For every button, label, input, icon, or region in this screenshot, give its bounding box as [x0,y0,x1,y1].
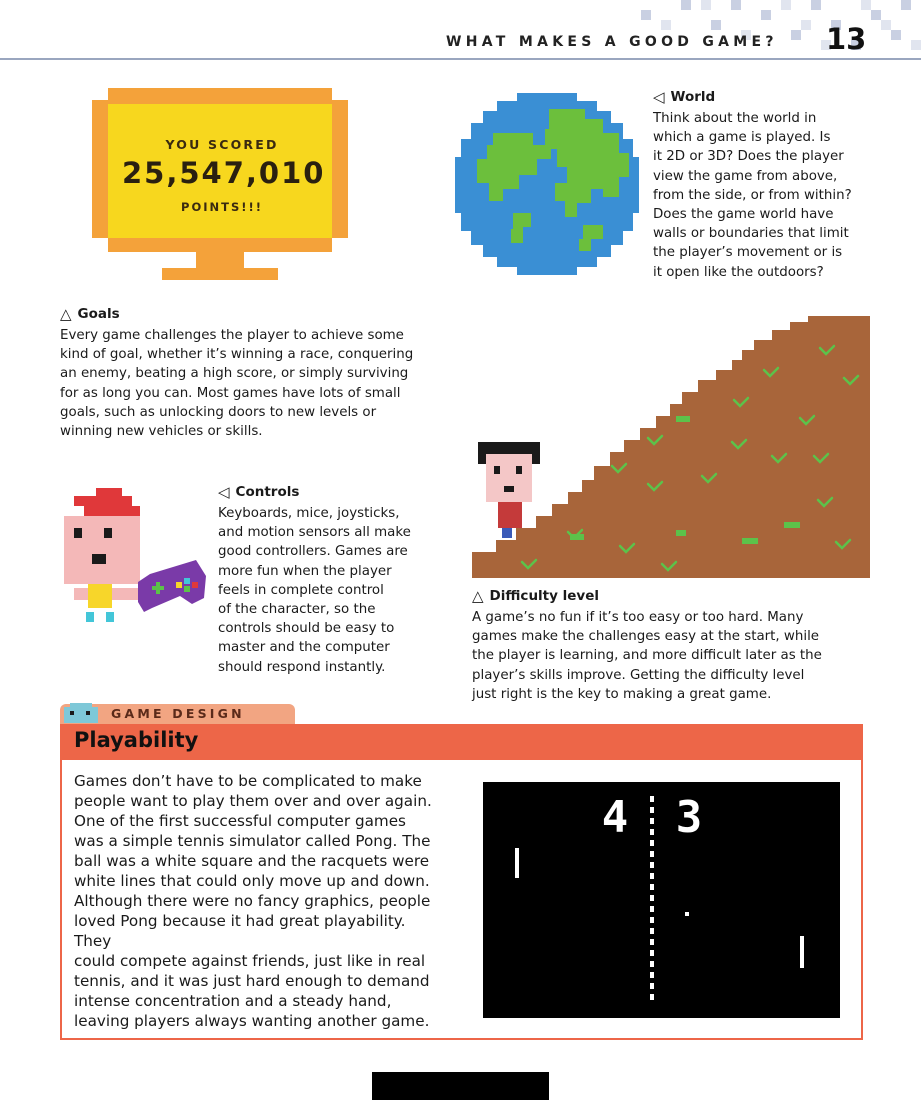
body-line: kind of goal, whether it’s winning a race, conquering [60,347,414,363]
world-caption [653,88,873,282]
pong-screen [483,782,840,1018]
pong-right-score: 3 [675,792,703,843]
body-line: loved Pong because it had great playability. They [74,912,406,950]
playability-body [74,771,446,1031]
score-value: 25,547,010 [122,156,326,190]
difficulty-heading: Difficulty level [489,588,599,604]
body-line: the player’s movement or is [653,245,843,261]
body-line: it 2D or 3D? Does the player [653,149,844,165]
up-triangle-icon: △ [472,587,484,605]
body-line: One of the first successful computer games [74,812,406,830]
difficulty-caption [472,587,852,704]
footer-bar [372,1072,549,1100]
body-line: of the character, so the [218,602,376,618]
goals-heading: Goals [77,306,120,322]
body-line: goals, such as unlocking doors to new levels or [60,404,377,420]
left-triangle-icon: ◁ [218,483,230,501]
body-line: walls or boundaries that limit [653,226,849,242]
body-line: for as long you can. Most games have lots of small [60,385,401,401]
playability-title: Playability [74,728,199,752]
hill-illustration [472,316,872,580]
globe-illustration [453,93,641,275]
score-caption: YOU SCORED [165,137,279,152]
body-line: it open like the outdoors? [653,264,824,280]
pixel-face-icon [62,697,102,723]
body-line: Keyboards, mice, joysticks, [218,506,400,521]
body-line: feels in complete control [218,582,384,598]
page-number: 13 [826,22,867,56]
game-design-label: GAME DESIGN [111,706,245,721]
body-line: people want to play them over and over again. [74,792,432,810]
body-line: leaving players always wanting another game. [74,1012,430,1030]
pong-left-paddle [515,848,519,878]
body-line: Every game challenges the player to achieve some [60,328,404,343]
running-title: WHAT MAKES A GOOD GAME? [446,34,778,50]
up-triangle-icon: △ [60,305,72,323]
body-line: Think about the world in [653,111,817,126]
left-triangle-icon: ◁ [653,88,665,106]
controls-heading: Controls [235,484,300,500]
body-line: tennis, and it was just hard enough to demand [74,972,430,990]
body-line: the player is learning, and more difficult later as the [472,648,822,664]
body-line: Games don’t have to be complicated to make [74,772,422,790]
pixel-pattern-decoration [621,0,921,60]
points-caption: POINTS!!! [181,200,263,214]
body-line: from the side, or from within? [653,187,852,203]
pong-right-paddle [800,936,804,968]
body-line: white lines that could only move up and down. [74,872,430,890]
body-line: player’s skills improve. Getting the difficulty level [472,667,805,683]
body-line: intense concentration and a steady hand, [74,992,392,1010]
body-line: more fun when the player [218,563,392,579]
body-line: winning new vehicles or skills. [60,424,263,440]
body-line: should respond instantly. [218,659,386,675]
body-line: an enemy, beating a high score, or simply surviving [60,366,409,382]
body-line: games make the challenges easy at the start, while [472,629,820,645]
body-line: master and the computer [218,640,390,656]
pong-left-score: 4 [601,792,629,843]
pong-ball [685,912,689,916]
controls-caption [218,483,438,677]
body-line: Although there were no fancy graphics, people [74,892,431,910]
body-line: good controllers. Games are [218,544,408,560]
header-rule [0,58,921,60]
body-line: just right is the key to making a great game. [472,686,772,702]
gamer-character-illustration [60,486,210,628]
body-line: view the game from above, [653,168,838,184]
body-line: ball was a white square and the racquets were [74,852,430,870]
body-line: which a game is played. Is [653,130,831,146]
pong-graphics [483,782,840,1018]
body-line: controls should be easy to [218,621,395,637]
body-line: Does the game world have [653,207,834,223]
goals-caption [60,305,430,441]
body-line: and motion sensors all make [218,525,411,541]
body-line: was a simple tennis simulator called Pong. The [74,832,431,850]
body-line: could compete against friends, just like in real [74,952,426,970]
world-heading: World [670,89,716,105]
body-line: A game’s no fun if it’s too easy or too hard. Many [472,610,804,625]
